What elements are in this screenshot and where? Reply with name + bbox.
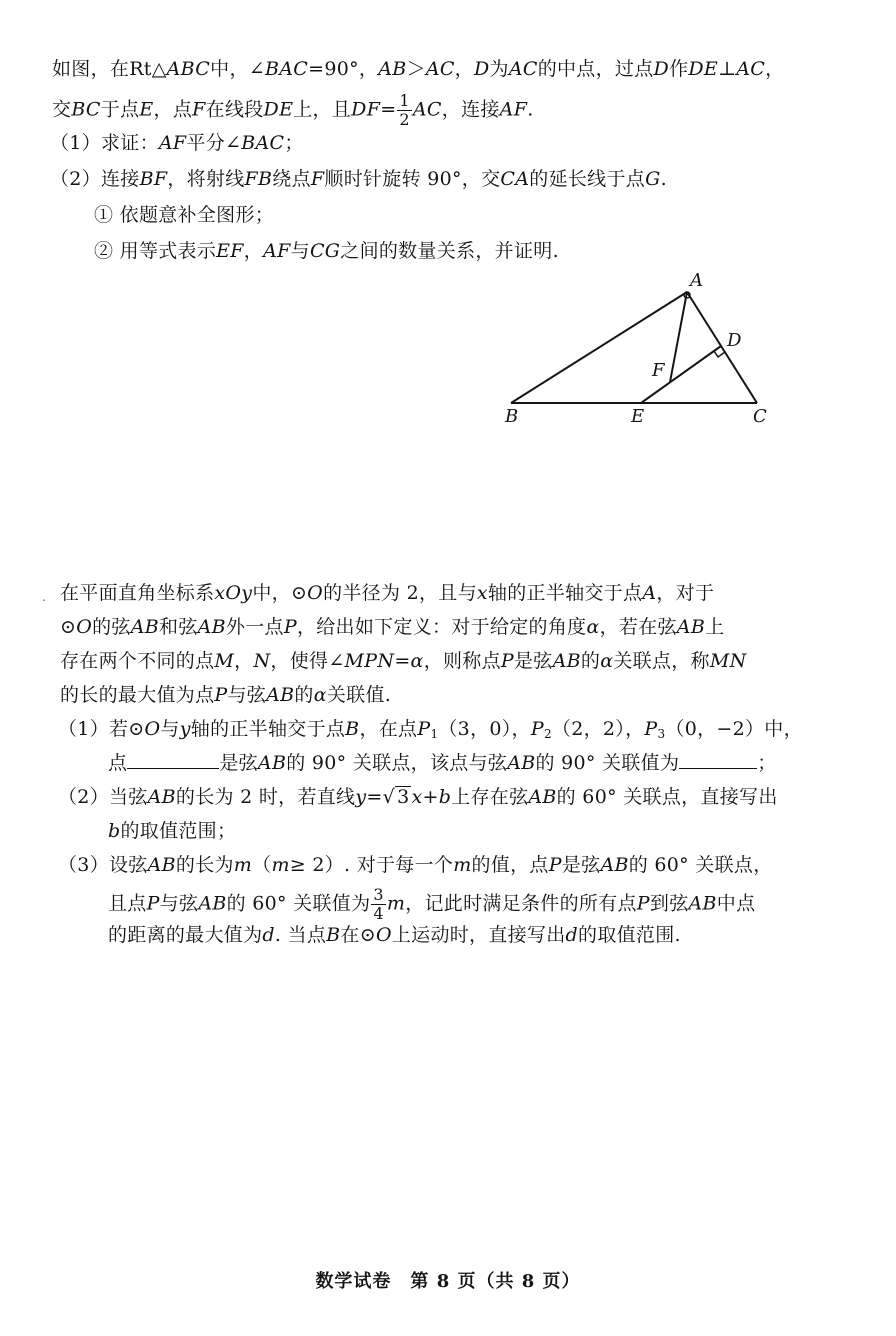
fraction-three-quarters: $\frac{3}{4}$	[373, 885, 384, 923]
answer-blank-2[interactable]	[679, 750, 757, 769]
problem2-question1-line2: 点 是弦AB的 90° 关联点，该点与弦AB的 90° 关联值为 ；	[108, 752, 777, 774]
problem2-marker: .	[42, 590, 46, 604]
problem2-question1-line1: （1）若⊙O与y轴的正半轴交于点B，在点$P_1(3$，0），$P_2(2$，2），$P_3(0$，−2）中，	[58, 718, 803, 741]
problem2-question2-line1: （2）当弦AB的长为 2 时，若直线y=√ 3 x+b上存在弦AB的 60° 关联点，直接写出	[58, 786, 778, 808]
problem2-stem-line3: 存在两个不同的点M，N，使得∠MPN=α，则称点P是弦AB的α关联点，称MN	[60, 650, 747, 672]
right-angle-mark-D	[714, 351, 725, 357]
segment-AB	[511, 292, 687, 403]
label-E: E	[631, 406, 645, 427]
label-D: D	[727, 330, 742, 351]
problem1-question1: （1）求证：AF平分∠BAC；	[50, 132, 304, 154]
page-footer: 数学试卷 第 8 页（共 8 页）	[315, 1271, 581, 1292]
problem2-stem-line2: ⊙O的弦AB和弦AB外一点P，给出如下定义：对于给定的角度α，若在弦AB上	[60, 616, 725, 638]
label-C: C	[753, 406, 767, 427]
problem2-question2-line2: b的取值范围；	[108, 820, 237, 842]
triangle-figure	[495, 270, 795, 430]
segment-AC	[687, 292, 757, 403]
problem2-question3-line1: （3）设弦AB的长为m（m≥ 2）. 对于每一个m的值，点P是弦AB的 60° 关联点，	[58, 854, 773, 876]
segment-AF	[670, 292, 687, 382]
sqrt-symbol: √	[382, 786, 396, 808]
problem1-stem-line1: 如图，在Rt△ABC中，∠BAC=90°，AB＞AC，D为AC的中点，过点D作DE⊥AC，	[52, 58, 785, 80]
answer-blank-1[interactable]	[127, 750, 219, 769]
sqrt-radicand: 3	[397, 786, 410, 808]
problem2-stem-line1: 在平面直角坐标系xOy中，⊙O的半径为 2，且与x轴的正半轴交于点A，对于	[60, 582, 715, 604]
problem2-question3-line3: 的距离的最大值为d. 当点B在⊙O上运动时，直接写出d的取值范围.	[108, 924, 681, 946]
problem1-question2: （2）连接BF，将射线FB绕点F顺时针旋转 90°，交CA的延长线于点G.	[50, 168, 667, 190]
problem2-stem-line4: 的长的最大值为点P与弦AB的α关联值.	[60, 684, 392, 706]
problem1-subquestion2: ② 用等式表示EF，AF与CG之间的数量关系，并证明.	[94, 240, 559, 262]
fraction-one-half: $\frac{1}{2}$	[399, 91, 410, 129]
label-A: A	[690, 270, 703, 291]
label-B: B	[505, 406, 519, 427]
problem1-stem-line2: 交BC于点E，点F在线段DE上，且DF= $\frac{1}{2}$ AC，连接AF.	[52, 91, 534, 129]
problem1-subquestion1: ① 依题意补全图形；	[94, 204, 275, 226]
problem2-question3-line2: 且点P与弦AB的 60° 关联值为 $\frac{3}{4}$ m，记此时满足条件的所有点P到弦AB中点	[108, 885, 756, 923]
label-F: F	[652, 360, 665, 381]
